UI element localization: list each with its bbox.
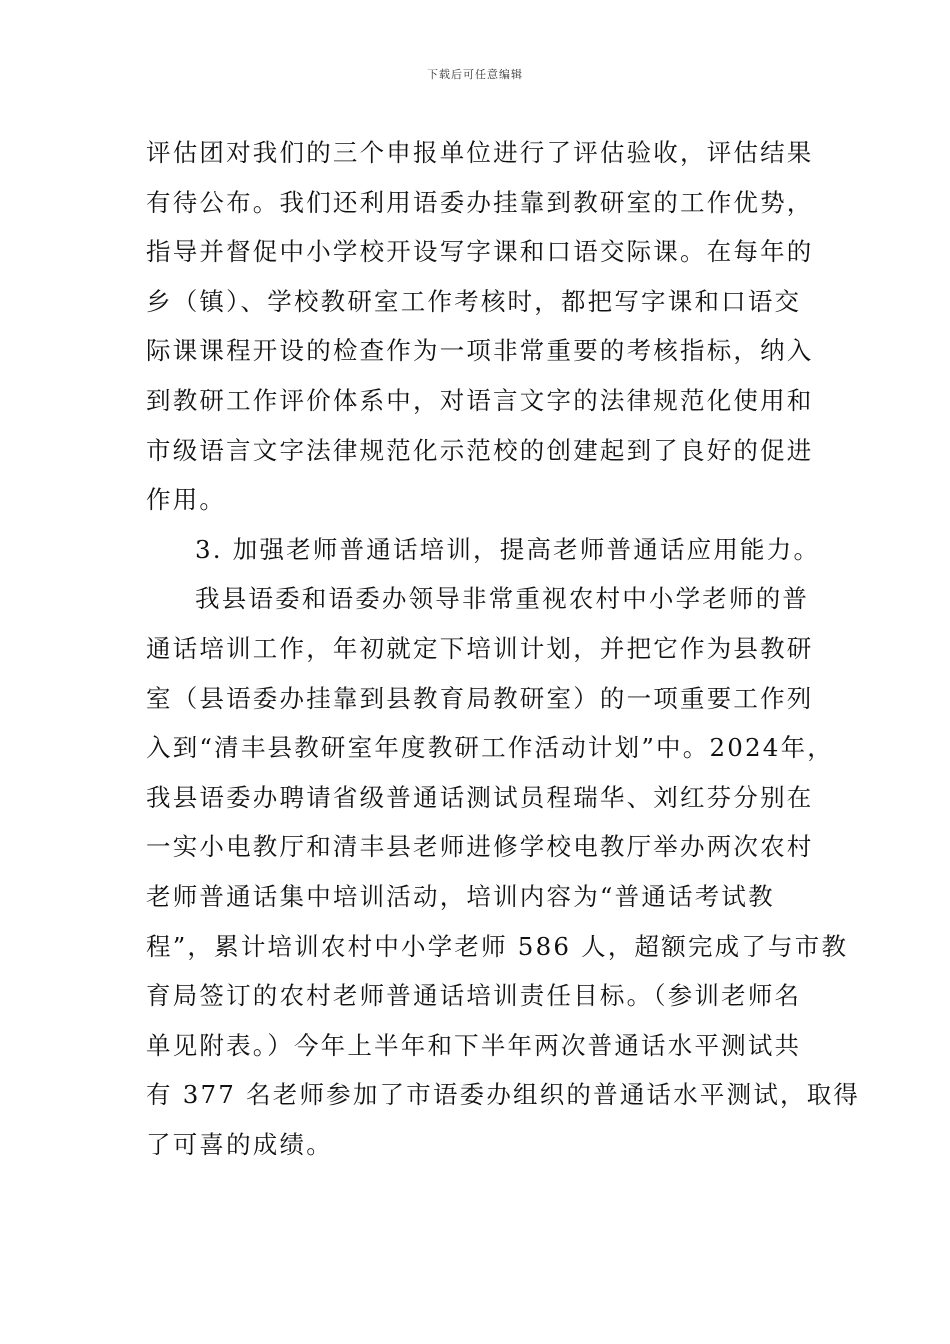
text-line: 评估团对我们的三个申报单位进行了评估验收，评估结果 xyxy=(146,138,814,167)
text-line: 室（县语委办挂靠到县教育局教研室）的一项重要工作列 xyxy=(146,683,814,713)
text-line: 指导并督促中小学校开设写字课和口语交际课。在每年的 xyxy=(146,237,814,267)
text-line: 到教研工作评价体系中，对语言文字的法律规范化使用和 xyxy=(146,385,814,415)
text-line: 有待公布。我们还利用语委办挂靠到教研室的工作优势， xyxy=(146,187,814,217)
text-line: 老师普通话集中培训活动，培训内容为“普通话考试教 xyxy=(146,881,775,911)
text-line: 我县语委办聘请省级普通话测试员程瑞华、刘红芬分别在 xyxy=(146,782,814,812)
page-header: 下载后可任意编辑 xyxy=(427,68,523,81)
paragraph-first-line: 我县语委和语委办领导非常重视农村中小学老师的普 xyxy=(195,584,810,614)
text-line: 市级语言文字法律规范化示范校的创建起到了良好的促进 xyxy=(146,435,814,465)
text-line: 了可喜的成绩。 xyxy=(146,1129,333,1159)
section-heading: 3. 加强老师普通话培训，提高老师普通话应用能力。 xyxy=(195,534,821,564)
text-line: 有 377 名老师参加了市语委办组织的普通话水平测试，取得 xyxy=(146,1080,861,1110)
text-line: 一实小电教厅和清丰县老师进修学校电教厅举办两次农村 xyxy=(146,832,814,862)
text-line: 作用。 xyxy=(146,485,227,515)
text-line: 入到“清丰县教研室年度教研工作活动计划”中。2024年， xyxy=(146,733,834,763)
text-line: 乡（镇）、学校教研室工作考核时，都把写字课和口语交 xyxy=(146,286,802,316)
text-line: 际课课程开设的检查作为一项非常重要的考核指标，纳入 xyxy=(146,336,814,366)
document-body xyxy=(146,128,861,1169)
text-line: 通话培训工作，年初就定下培训计划，并把它作为县教研 xyxy=(146,633,814,663)
text-line: 育局签订的农村老师普通话培训责任目标。（参训老师名 xyxy=(146,981,802,1011)
text-line: 单见附表。）今年上半年和下半年两次普通话水平测试共 xyxy=(146,1030,802,1060)
text-line: 程”，累计培训农村中小学老师 586 人，超额完成了与市教 xyxy=(146,931,849,961)
